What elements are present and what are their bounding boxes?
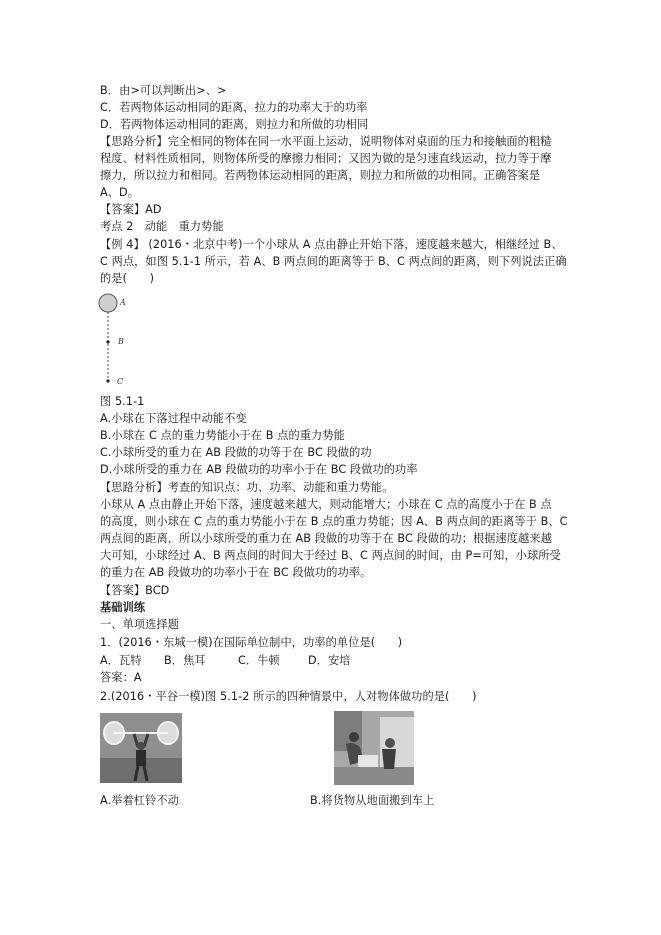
analysis-4-line: 的重力在 AB 段做功的功率小于在 BC 段做功的功率。 [100, 566, 372, 579]
q2-stem: 2.(2016・平谷一模)图 5.1-2 所示的四种情景中，人对物体做功的是( ) [100, 690, 477, 703]
q1-option-d: D．安培 [308, 654, 351, 667]
option-d-prev: D．若两物体运动相同的距离，则拉力和所做的功相同 [100, 118, 369, 131]
option-a: A.小球在下落过程中动能不变 [100, 412, 247, 425]
q2-caption-b: B.将货物从地面搬到车上 [310, 794, 435, 807]
example-4-line: 的是( ) [100, 272, 155, 285]
analysis-4-line: 两点间的距离，所以小球所受的重力在 AB 段做的功等于在 BC 段做的功；根据速度越来越 [100, 532, 552, 545]
label-a: A [120, 298, 126, 307]
analysis-4-line: 大可知，小球经过 A、B 两点间的时间大于经过 B、C 两点间的时间，由 P=可知，小球所受 [100, 549, 561, 562]
single-choice-heading: 一、单项选择题 [100, 618, 180, 631]
point-c [106, 379, 109, 382]
q1-answer: 答案：A [100, 671, 142, 684]
falling-ball-figure [96, 290, 136, 390]
answer-4: 【答案】BCD [100, 584, 170, 597]
analysis-4-line: 【思路分析】考查的知识点：功、功率、动能和重力势能。 [100, 481, 394, 494]
analysis-1-line: 程度、材料性质相同，则物体所受的摩擦力相同；又因为做的是匀速直线运动，拉力等于摩 [100, 152, 552, 165]
point-b [106, 340, 109, 343]
q1-stem: 1．(2016・东城一模)在国际单位制中，功率的单位是( ) [100, 636, 403, 649]
option-b: B.小球在 C 点的重力势能小于在 B 点的重力势能 [100, 429, 345, 442]
analysis-1-line: A、D。 [100, 186, 140, 199]
label-c: C [117, 377, 124, 386]
option-d: D.小球所受的重力在 AB 段做功的功率小于在 BC 段做功的功率 [100, 463, 418, 476]
label-b: B [118, 337, 124, 346]
weightlifter-photo [100, 713, 182, 783]
answer-1: 【答案】AD [100, 203, 162, 216]
analysis-4-line: 的高度，则小球在 C 点的重力势能小于在 B 点的重力势能；因 A、B 两点间的距离等于 B、C [100, 515, 568, 528]
q1-option-b: B．焦耳 [164, 654, 206, 667]
example-4-line: C 两点，如图 5.1-1 所示，若 A、B 两点间的距离等于 B、C 两点间的距离，则下列说法正确 [100, 255, 567, 268]
loading-goods-photo [334, 711, 414, 785]
q2-caption-a: A.举着杠铃不动 [100, 794, 179, 807]
ball [99, 294, 117, 312]
analysis-1-line: 【思路分析】完全相同的物体在同一水平面上运动，说明物体对桌面的压力和接触面的粗糙 [100, 135, 552, 148]
option-c-prev: C．若两物体运动相同的距离，拉力的功率大于的功率 [100, 101, 368, 114]
analysis-4-line: 小球从 A 点由静止开始下落，速度越来越大，则动能增大；小球在 C 点的高度小于在 B 点 [100, 498, 552, 511]
section-title: 考点 2 动能 重力势能 [100, 220, 224, 233]
basic-training-heading: 基础训练 [100, 601, 146, 614]
q1-option-a: A．瓦特 [100, 654, 142, 667]
option-b-prev: B．由>可以判断出>、> [100, 84, 227, 97]
figure-caption: 图 5.1-1 [100, 395, 145, 408]
example-4-line: 【例 4】 (2016・北京中考)一个小球从 A 点由静止开始下落，速度越来越大，相继经过 B、 [100, 238, 563, 251]
option-c: C.小球所受的重力在 AB 段做的功等于在 BC 段做的功 [100, 446, 372, 459]
analysis-1-line: 擦力，所以拉力和相同。若两物体运动相同的距离，则拉力和所做的功相同。正确答案是 [100, 169, 541, 182]
q1-option-c: C．牛顿 [238, 654, 280, 667]
